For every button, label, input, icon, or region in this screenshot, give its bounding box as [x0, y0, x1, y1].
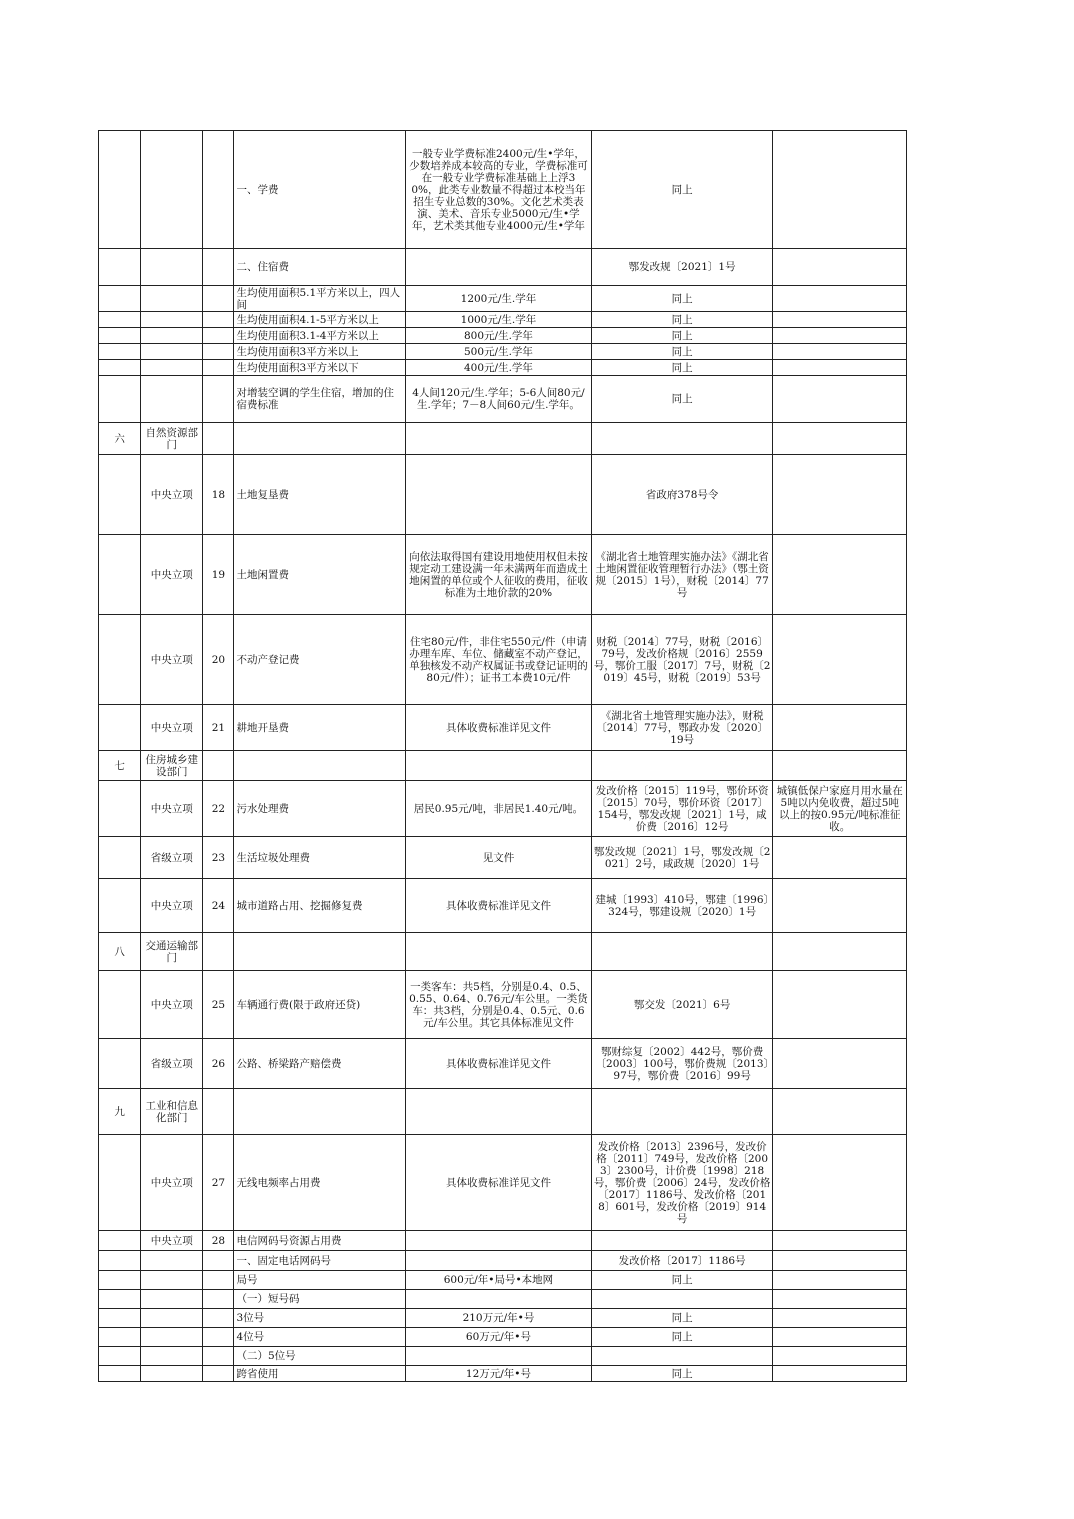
cell-sequence: [99, 1309, 141, 1328]
cell-category: 中央立项: [141, 705, 203, 751]
cell-item-name: 无线电频率占用费: [234, 1135, 406, 1231]
cell-remarks: [773, 286, 907, 312]
cell-fee-standard: 1000元/生.学年: [406, 312, 592, 328]
cell-item-number: [203, 751, 234, 781]
cell-policy-basis: 鄂发改规〔2021〕1号: [591, 249, 773, 286]
cell-remarks: [773, 1039, 907, 1089]
cell-sequence: [99, 971, 141, 1039]
cell-sequence: [99, 312, 141, 328]
cell-fee-standard: 见文件: [406, 837, 592, 879]
cell-remarks: [773, 879, 907, 933]
cell-policy-basis: 鄂交发〔2021〕6号: [591, 971, 773, 1039]
cell-remarks: [773, 1135, 907, 1231]
cell-sequence: [99, 705, 141, 751]
table-row: [99, 344, 907, 360]
cell-item-name: 生活垃圾处理费: [234, 837, 406, 879]
cell-sequence: [99, 131, 141, 249]
cell-policy-basis: 同上: [591, 376, 773, 423]
cell-policy-basis: 鄂发改规〔2021〕1号，鄂发改规〔2021〕2号，咸政规〔2020〕1号: [591, 837, 773, 879]
table-row: [99, 1089, 907, 1135]
cell-policy-basis: 同上: [591, 1309, 773, 1328]
cell-remarks: 城镇低保户家庭月用水量在5吨以内免收费，超过5吨以上的按0.95元/吨标准征收。: [773, 781, 907, 837]
cell-item-number: 24: [203, 879, 234, 933]
table-row: [99, 879, 907, 933]
cell-policy-basis: [591, 1089, 773, 1135]
cell-item-name: [234, 423, 406, 455]
fee-table-body: [99, 131, 907, 1382]
cell-category: 中央立项: [141, 1231, 203, 1251]
cell-item-number: [203, 328, 234, 344]
cell-remarks: [773, 1271, 907, 1290]
cell-category: [141, 1309, 203, 1328]
cell-item-name: 土地闲置费: [234, 535, 406, 615]
cell-fee-standard: [406, 1347, 592, 1366]
cell-policy-basis: [591, 1231, 773, 1251]
cell-category: 中央立项: [141, 615, 203, 705]
cell-item-name: 公路、桥梁路产赔偿费: [234, 1039, 406, 1089]
cell-fee-standard: 60万元/年•号: [406, 1328, 592, 1347]
cell-fee-standard: 210万元/年•号: [406, 1309, 592, 1328]
cell-item-number: [203, 360, 234, 376]
cell-remarks: [773, 360, 907, 376]
cell-item-name: 土地复垦费: [234, 455, 406, 535]
cell-policy-basis: 同上: [591, 1328, 773, 1347]
cell-fee-standard: 800元/生.学年: [406, 328, 592, 344]
cell-sequence: [99, 455, 141, 535]
table-row: [99, 286, 907, 312]
table-row: [99, 1290, 907, 1309]
table-row: [99, 131, 907, 249]
cell-fee-standard: 具体收费标准详见文件: [406, 1135, 592, 1231]
cell-remarks: [773, 376, 907, 423]
cell-fee-standard: [406, 455, 592, 535]
cell-fee-standard: 具体收费标准详见文件: [406, 705, 592, 751]
cell-remarks: [773, 131, 907, 249]
cell-item-name: 3位号: [234, 1309, 406, 1328]
cell-item-name: （二）5位号: [234, 1347, 406, 1366]
cell-category: [141, 1347, 203, 1366]
cell-sequence: [99, 879, 141, 933]
cell-item-name: 不动产登记费: [234, 615, 406, 705]
cell-remarks: [773, 1231, 907, 1251]
cell-sequence: 九: [99, 1089, 141, 1135]
cell-category: 中央立项: [141, 971, 203, 1039]
table-row: [99, 360, 907, 376]
table-row: [99, 1135, 907, 1231]
cell-category: 中央立项: [141, 535, 203, 615]
cell-fee-standard: 500元/生.学年: [406, 344, 592, 360]
table-row: [99, 1309, 907, 1328]
cell-fee-standard: [406, 1251, 592, 1271]
cell-remarks: [773, 1290, 907, 1309]
cell-item-name: 电信网码号资源占用费: [234, 1231, 406, 1251]
cell-remarks: [773, 1089, 907, 1135]
cell-fee-standard: 具体收费标准详见文件: [406, 1039, 592, 1089]
cell-item-number: [203, 1328, 234, 1347]
cell-category: 省级立项: [141, 837, 203, 879]
cell-item-number: [203, 376, 234, 423]
cell-category: 自然资源部门: [141, 423, 203, 455]
cell-fee-standard: 向依法取得国有建设用地使用权但未按规定动工建设满一年未满两年而造成土地闲置的单位或个人征收的费用，征收标准为土地价款的20%: [406, 535, 592, 615]
cell-item-name: [234, 933, 406, 971]
cell-item-number: [203, 312, 234, 328]
cell-category: [141, 376, 203, 423]
cell-policy-basis: [591, 1347, 773, 1366]
cell-policy-basis: 《湖北省土地管理实施办法》《湖北省土地闲置征收管理暂行办法》（鄂土资规〔2015〕1号），财税〔2014〕77号: [591, 535, 773, 615]
cell-policy-basis: [591, 1290, 773, 1309]
table-row: [99, 1231, 907, 1251]
cell-item-number: 26: [203, 1039, 234, 1089]
cell-policy-basis: 发改价格〔2013〕2396号，发改价格〔2011〕749号，发改价格〔2003〕2300号，计价费〔1998〕218号，鄂价费〔2006〕24号，发改价格〔2017〕1186号、发改价格〔2018〕601号，发改价格〔2019〕914号: [591, 1135, 773, 1231]
cell-sequence: [99, 1290, 141, 1309]
cell-fee-standard: 一类客车：共5档，分别是0.4、0.5、0.55、0.64、0.76元/车公里。一类货车：共3档，分别是0.4、0.5元、0.6元/车公里。其它具体标准见文件: [406, 971, 592, 1039]
cell-policy-basis: 发改价格〔2015〕119号，鄂价环资〔2015〕70号，鄂价环资〔2017〕154号，鄂发改规〔2021〕1号，咸价费〔2016〕12号: [591, 781, 773, 837]
cell-item-name: 一、学费: [234, 131, 406, 249]
cell-item-name: 局号: [234, 1271, 406, 1290]
cell-category: 交通运输部门: [141, 933, 203, 971]
cell-item-name: 跨省使用: [234, 1366, 406, 1382]
cell-fee-standard: [406, 423, 592, 455]
cell-item-name: [234, 751, 406, 781]
cell-sequence: [99, 328, 141, 344]
cell-fee-standard: 4人间120元/生.学年；5-6人间80元/生.学年；7－8人间60元/生.学年。: [406, 376, 592, 423]
cell-sequence: [99, 1366, 141, 1382]
table-row: [99, 376, 907, 423]
cell-item-name: 对增装空调的学生住宿，增加的住宿费标准: [234, 376, 406, 423]
cell-remarks: [773, 615, 907, 705]
cell-remarks: [773, 933, 907, 971]
cell-item-number: [203, 423, 234, 455]
cell-category: 住房城乡建设部门: [141, 751, 203, 781]
cell-sequence: [99, 781, 141, 837]
cell-item-number: 25: [203, 971, 234, 1039]
cell-category: 中央立项: [141, 1135, 203, 1231]
cell-sequence: [99, 360, 141, 376]
table-row: [99, 312, 907, 328]
cell-category: [141, 1271, 203, 1290]
table-row: [99, 751, 907, 781]
cell-item-name: 生均使用面积3平方米以上: [234, 344, 406, 360]
cell-category: [141, 1290, 203, 1309]
cell-category: [141, 131, 203, 249]
table-row: [99, 705, 907, 751]
table-row: [99, 1328, 907, 1347]
table-row: [99, 249, 907, 286]
cell-item-name: 耕地开垦费: [234, 705, 406, 751]
cell-policy-basis: 建城〔1993〕410号，鄂建〔1996〕324号，鄂建设规〔2020〕1号: [591, 879, 773, 933]
cell-item-number: [203, 1366, 234, 1382]
cell-policy-basis: 同上: [591, 312, 773, 328]
cell-item-name: 一、固定电话网码号: [234, 1251, 406, 1271]
cell-policy-basis: 同上: [591, 344, 773, 360]
cell-category: 中央立项: [141, 781, 203, 837]
cell-policy-basis: 同上: [591, 286, 773, 312]
table-row: [99, 455, 907, 535]
table-row: [99, 1251, 907, 1271]
table-row: [99, 1271, 907, 1290]
cell-item-name: 生均使用面积3平方米以下: [234, 360, 406, 376]
cell-policy-basis: 同上: [591, 360, 773, 376]
cell-item-name: 二、住宿费: [234, 249, 406, 286]
cell-remarks: [773, 1309, 907, 1328]
cell-item-number: [203, 131, 234, 249]
cell-policy-basis: 鄂财综复〔2002〕442号，鄂价费〔2003〕100号，鄂价费规〔2013〕97号，鄂价费〔2016〕99号: [591, 1039, 773, 1089]
cell-remarks: [773, 344, 907, 360]
cell-policy-basis: 同上: [591, 131, 773, 249]
cell-item-number: [203, 1251, 234, 1271]
cell-category: [141, 360, 203, 376]
cell-remarks: [773, 1366, 907, 1382]
cell-sequence: [99, 535, 141, 615]
cell-item-name: 生均使用面积3.1-4平方米以上: [234, 328, 406, 344]
cell-item-number: [203, 1290, 234, 1309]
table-row: [99, 423, 907, 455]
cell-category: [141, 1251, 203, 1271]
cell-fee-standard: 400元/生.学年: [406, 360, 592, 376]
cell-fee-standard: 600元/年•局号•本地网: [406, 1271, 592, 1290]
cell-item-name: 生均使用面积4.1-5平方米以上: [234, 312, 406, 328]
cell-category: [141, 249, 203, 286]
table-row: [99, 1347, 907, 1366]
table-row: [99, 1039, 907, 1089]
cell-item-name: （一）短号码: [234, 1290, 406, 1309]
cell-sequence: [99, 837, 141, 879]
cell-fee-standard: [406, 249, 592, 286]
cell-remarks: [773, 535, 907, 615]
cell-fee-standard: [406, 1089, 592, 1135]
cell-sequence: [99, 1271, 141, 1290]
table-row: [99, 615, 907, 705]
cell-remarks: [773, 249, 907, 286]
fee-table: [98, 130, 907, 1382]
cell-item-name: 城市道路占用、挖掘修复费: [234, 879, 406, 933]
cell-remarks: [773, 1347, 907, 1366]
cell-sequence: [99, 344, 141, 360]
cell-item-number: [203, 249, 234, 286]
cell-fee-standard: 具体收费标准详见文件: [406, 879, 592, 933]
cell-policy-basis: 《湖北省土地管理实施办法》，财税〔2014〕77号，鄂政办发〔2020〕19号: [591, 705, 773, 751]
cell-remarks: [773, 751, 907, 781]
cell-fee-standard: [406, 1290, 592, 1309]
cell-remarks: [773, 455, 907, 535]
cell-sequence: [99, 1231, 141, 1251]
cell-remarks: [773, 1251, 907, 1271]
cell-remarks: [773, 705, 907, 751]
cell-category: [141, 312, 203, 328]
cell-policy-basis: 发改价格〔2017〕1186号: [591, 1251, 773, 1271]
table-row: [99, 781, 907, 837]
cell-category: 中央立项: [141, 879, 203, 933]
cell-item-number: [203, 286, 234, 312]
cell-category: 中央立项: [141, 455, 203, 535]
cell-fee-standard: 12万元/年•号: [406, 1366, 592, 1382]
cell-fee-standard: 居民0.95元/吨，非居民1.40元/吨。: [406, 781, 592, 837]
cell-remarks: [773, 971, 907, 1039]
cell-remarks: [773, 1328, 907, 1347]
cell-policy-basis: [591, 423, 773, 455]
cell-category: [141, 328, 203, 344]
cell-item-number: 27: [203, 1135, 234, 1231]
table-row: [99, 535, 907, 615]
cell-sequence: [99, 249, 141, 286]
table-row: [99, 837, 907, 879]
cell-fee-standard: [406, 933, 592, 971]
cell-sequence: 八: [99, 933, 141, 971]
table-row: [99, 933, 907, 971]
cell-item-number: [203, 1089, 234, 1135]
cell-category: [141, 344, 203, 360]
cell-sequence: 七: [99, 751, 141, 781]
cell-remarks: [773, 312, 907, 328]
cell-fee-standard: 1200元/生.学年: [406, 286, 592, 312]
cell-item-number: 28: [203, 1231, 234, 1251]
cell-policy-basis: 同上: [591, 328, 773, 344]
cell-item-name: 污水处理费: [234, 781, 406, 837]
cell-policy-basis: 财税〔2014〕77号，财税〔2016〕79号，发改价格规〔2016〕2559号，鄂价工服〔2017〕7号，财税〔2019〕45号，财税〔2019〕53号: [591, 615, 773, 705]
cell-item-number: 23: [203, 837, 234, 879]
cell-item-name: 车辆通行费(限于政府还贷): [234, 971, 406, 1039]
cell-policy-basis: 省政府378号令: [591, 455, 773, 535]
cell-item-number: 22: [203, 781, 234, 837]
cell-item-number: [203, 1271, 234, 1290]
cell-item-number: [203, 344, 234, 360]
cell-category: [141, 286, 203, 312]
cell-sequence: [99, 376, 141, 423]
cell-fee-standard: 住宅80元/件，非住宅550元/件（申请办理车库、车位、储藏室不动产登记，单独核发不动产权属证书或登记证明的80元/件）；证书工本费10元/件: [406, 615, 592, 705]
cell-item-number: 21: [203, 705, 234, 751]
table-row: [99, 971, 907, 1039]
cell-item-number: [203, 1309, 234, 1328]
cell-policy-basis: [591, 751, 773, 781]
table-row: [99, 328, 907, 344]
cell-category: [141, 1328, 203, 1347]
cell-category: 工业和信息化部门: [141, 1089, 203, 1135]
cell-item-name: 生均使用面积5.1平方米以上，四人间: [234, 286, 406, 312]
cell-sequence: [99, 1347, 141, 1366]
cell-item-name: 4位号: [234, 1328, 406, 1347]
cell-category: [141, 1366, 203, 1382]
cell-policy-basis: [591, 933, 773, 971]
table-row: [99, 1366, 907, 1382]
cell-fee-standard: [406, 751, 592, 781]
cell-fee-standard: 一般专业学费标准2400元/生•学年，少数培养成本较高的专业，学费标准可在一般专业学费标准基础上上浮30%，此类专业数量不得超过本校当年招生专业总数的30%。文化艺术类表演、美术、音乐专业5000元/生•学年，艺术类其他专业4000元/生•学年: [406, 131, 592, 249]
cell-item-number: [203, 933, 234, 971]
cell-fee-standard: [406, 1231, 592, 1251]
cell-sequence: [99, 286, 141, 312]
cell-category: 省级立项: [141, 1039, 203, 1089]
cell-remarks: [773, 328, 907, 344]
cell-policy-basis: 同上: [591, 1271, 773, 1290]
cell-item-number: 20: [203, 615, 234, 705]
cell-item-name: [234, 1089, 406, 1135]
cell-sequence: 六: [99, 423, 141, 455]
cell-sequence: [99, 1251, 141, 1271]
cell-sequence: [99, 615, 141, 705]
cell-item-number: [203, 1347, 234, 1366]
cell-remarks: [773, 423, 907, 455]
cell-sequence: [99, 1135, 141, 1231]
cell-item-number: 19: [203, 535, 234, 615]
cell-item-number: 18: [203, 455, 234, 535]
cell-remarks: [773, 837, 907, 879]
cell-policy-basis: 同上: [591, 1366, 773, 1382]
cell-sequence: [99, 1039, 141, 1089]
cell-sequence: [99, 1328, 141, 1347]
